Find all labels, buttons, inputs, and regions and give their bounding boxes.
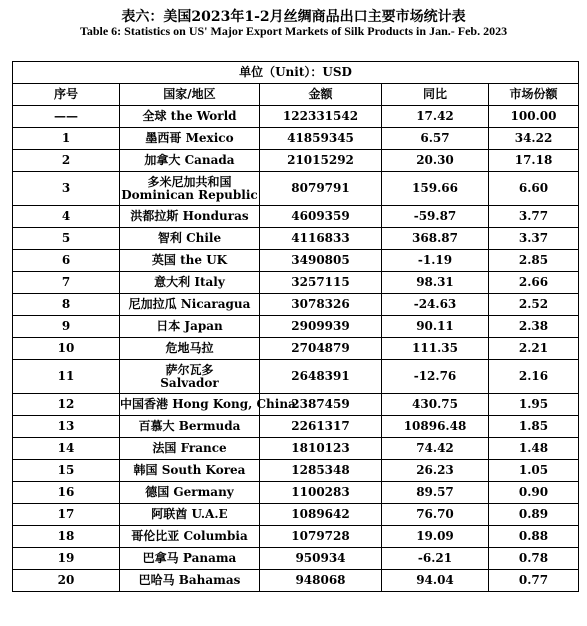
row-index: 14	[13, 438, 120, 460]
row-year-over-year: 98.31	[382, 272, 489, 294]
table-row	[13, 438, 579, 460]
table-row	[13, 570, 579, 592]
row-index: 2	[13, 150, 120, 172]
country-name-chinese: 韩国	[133, 463, 158, 477]
row-amount: 122331542	[260, 106, 382, 128]
row-year-over-year: 26.23	[382, 460, 489, 482]
row-country	[120, 272, 260, 294]
row-market-share: 2.38	[489, 316, 579, 338]
country-name-chinese: 法国	[152, 441, 177, 455]
row-market-share: 0.90	[489, 482, 579, 504]
row-year-over-year: -24.63	[382, 294, 489, 316]
row-market-share: 2.21	[489, 338, 579, 360]
row-year-over-year: 159.66	[382, 172, 489, 206]
row-index: 13	[13, 416, 120, 438]
table-title-chinese: 表六：美国2023年1-2月丝绸商品出口主要市场统计表	[121, 9, 466, 25]
row-index: 8	[13, 294, 120, 316]
unit-row	[13, 62, 579, 84]
table-row	[13, 150, 579, 172]
row-index: 16	[13, 482, 120, 504]
row-index: 15	[13, 460, 120, 482]
row-country	[120, 394, 296, 416]
row-country	[120, 338, 260, 360]
country-name-chinese: 洪都拉斯	[130, 209, 179, 223]
silk-export-markets-table	[12, 61, 579, 592]
country-name-english: Columbia	[183, 529, 248, 543]
row-market-share: 17.18	[489, 150, 579, 172]
country-name-english: Dominican Republic	[121, 187, 258, 202]
country-name-chinese: 智利	[157, 231, 182, 245]
country-name-english: U.A.E	[191, 507, 228, 521]
row-country	[120, 460, 260, 482]
row-index: 1	[13, 128, 120, 150]
row-index: 11	[13, 360, 120, 394]
row-market-share: 100.00	[489, 106, 579, 128]
row-year-over-year: -6.21	[382, 548, 489, 570]
row-index: 6	[13, 250, 120, 272]
header-market-share: 市场份额	[489, 84, 579, 106]
row-market-share: 0.78	[489, 548, 579, 570]
country-name-english: Germany	[173, 485, 234, 499]
row-amount: 2261317	[260, 416, 382, 438]
country-name-english: South Korea	[161, 463, 246, 477]
country-name-english: Nicaragua	[180, 297, 251, 311]
row-country	[120, 316, 260, 338]
row-index: 19	[13, 548, 120, 570]
table-row	[13, 250, 579, 272]
table-row	[13, 228, 579, 250]
row-amount: 2704879	[260, 338, 382, 360]
country-name-chinese: 阿联酋	[151, 507, 188, 521]
country-name-chinese: 意大利	[154, 275, 191, 289]
row-year-over-year: 19.09	[382, 526, 489, 548]
table-row	[13, 482, 579, 504]
row-market-share: 6.60	[489, 172, 579, 206]
country-name-chinese: 墨西哥	[145, 131, 182, 145]
table-row	[13, 526, 579, 548]
row-market-share: 2.52	[489, 294, 579, 316]
table-row	[13, 460, 579, 482]
row-amount: 4116833	[260, 228, 382, 250]
row-country	[120, 228, 260, 250]
row-market-share: 0.88	[489, 526, 579, 548]
row-amount: 3257115	[260, 272, 382, 294]
row-country	[120, 504, 260, 526]
header-country: 国家/地区	[120, 84, 260, 106]
country-name-chinese: 全球	[142, 109, 167, 123]
row-amount: 1100283	[260, 482, 382, 504]
row-market-share: 1.05	[489, 460, 579, 482]
country-name-english: Salvador	[160, 375, 219, 390]
row-year-over-year: 17.42	[382, 106, 489, 128]
country-name-english: Canada	[184, 153, 235, 167]
row-country	[120, 416, 260, 438]
row-index: 9	[13, 316, 120, 338]
row-year-over-year: 6.57	[382, 128, 489, 150]
row-amount: 2387459	[260, 394, 382, 416]
table-row	[13, 338, 579, 360]
header-index: 序号	[13, 84, 120, 106]
country-name-english: Japan	[184, 319, 223, 333]
table-title-english: Table 6: Statistics on US' Major Export Markets of Silk Products in Jan.- Feb. 2023	[79, 24, 508, 38]
row-index: 18	[13, 526, 120, 548]
row-year-over-year: 89.57	[382, 482, 489, 504]
row-market-share: 3.77	[489, 206, 579, 228]
country-name-english: Mexico	[185, 131, 234, 145]
table-row	[13, 394, 579, 416]
row-amount: 8079791	[260, 172, 382, 206]
row-country	[120, 438, 260, 460]
row-year-over-year: 20.30	[382, 150, 489, 172]
row-country	[120, 150, 260, 172]
row-country	[120, 570, 260, 592]
country-name-english: the World	[170, 109, 237, 123]
row-country	[120, 250, 260, 272]
row-amount: 1079728	[260, 526, 382, 548]
row-amount: 2648391	[260, 360, 382, 394]
row-index: 7	[13, 272, 120, 294]
row-index: 4	[13, 206, 120, 228]
row-country	[120, 482, 260, 504]
table-row	[13, 128, 579, 150]
country-name-chinese: 哥伦比亚	[131, 529, 180, 543]
row-market-share: 2.85	[489, 250, 579, 272]
row-amount: 41859345	[260, 128, 382, 150]
header-amount: 金额	[260, 84, 382, 106]
row-market-share: 2.16	[489, 360, 579, 394]
row-year-over-year: -1.19	[382, 250, 489, 272]
header-yoy: 同比	[382, 84, 489, 106]
country-name-english: Panama	[182, 551, 237, 565]
country-name-chinese: 巴拿马	[142, 551, 179, 565]
row-market-share: 1.95	[489, 394, 579, 416]
row-amount: 2909939	[260, 316, 382, 338]
table-row	[13, 504, 579, 526]
row-market-share: 1.48	[489, 438, 579, 460]
country-name-english: Bahamas	[178, 573, 241, 587]
row-index: 20	[13, 570, 120, 592]
row-year-over-year: 74.42	[382, 438, 489, 460]
row-index: 17	[13, 504, 120, 526]
country-name-chinese: 巴哈马	[138, 573, 175, 587]
row-year-over-year: 111.35	[382, 338, 489, 360]
country-name-english: the UK	[180, 253, 228, 267]
row-index: ——	[13, 106, 120, 128]
row-country	[120, 548, 260, 570]
country-name-chinese: 百慕大	[138, 419, 175, 433]
country-name-chinese: 英国	[151, 253, 176, 267]
table-row	[13, 316, 579, 338]
country-name-english: France	[180, 441, 227, 455]
row-amount: 1285348	[260, 460, 382, 482]
row-market-share: 1.85	[489, 416, 579, 438]
table-row	[13, 416, 579, 438]
header-row	[13, 84, 579, 106]
row-amount: 950934	[260, 548, 382, 570]
row-country	[120, 526, 260, 548]
row-amount: 948068	[260, 570, 382, 592]
table-row	[13, 172, 579, 206]
row-year-over-year: 76.70	[382, 504, 489, 526]
country-name-chinese: 危地马拉	[165, 341, 214, 355]
row-year-over-year: -59.87	[382, 206, 489, 228]
row-market-share: 0.89	[489, 504, 579, 526]
country-name-english: Hong Kong, China	[172, 397, 296, 411]
row-year-over-year: 94.04	[382, 570, 489, 592]
country-name-english: Italy	[194, 275, 225, 289]
table-row	[13, 272, 579, 294]
country-name-english: Chile	[186, 231, 222, 245]
row-market-share: 0.77	[489, 570, 579, 592]
row-amount: 3490805	[260, 250, 382, 272]
row-market-share: 34.22	[489, 128, 579, 150]
table-row	[13, 360, 579, 394]
table-row	[13, 106, 579, 128]
country-name-chinese: 德国	[145, 485, 170, 499]
row-country	[120, 128, 260, 150]
row-year-over-year: 430.75	[382, 394, 489, 416]
country-name-chinese: 日本	[156, 319, 181, 333]
row-year-over-year: 90.11	[382, 316, 489, 338]
table-row	[13, 294, 579, 316]
row-year-over-year: 10896.48	[382, 416, 489, 438]
row-country	[120, 172, 260, 206]
row-amount: 1810123	[260, 438, 382, 460]
row-country	[120, 360, 260, 394]
row-amount: 3078326	[260, 294, 382, 316]
country-name-chinese: 加拿大	[144, 153, 181, 167]
row-amount: 1089642	[260, 504, 382, 526]
row-amount: 4609359	[260, 206, 382, 228]
row-country	[120, 206, 260, 228]
row-amount: 21015292	[260, 150, 382, 172]
country-name-english: Honduras	[182, 209, 249, 223]
row-market-share: 3.37	[489, 228, 579, 250]
table-row	[13, 206, 579, 228]
table-row	[13, 548, 579, 570]
country-name-chinese: 萨尔瓦多	[165, 362, 214, 377]
row-market-share: 2.66	[489, 272, 579, 294]
country-name-english: Bermuda	[178, 419, 241, 433]
country-name-chinese: 中国香港	[120, 397, 169, 411]
row-country	[120, 106, 260, 128]
row-index: 3	[13, 172, 120, 206]
country-name-chinese: 尼加拉瓜	[128, 297, 177, 311]
row-index: 12	[13, 394, 120, 416]
row-year-over-year: 368.87	[382, 228, 489, 250]
country-name-chinese: 多米尼加共和国	[147, 174, 232, 189]
row-index: 10	[13, 338, 120, 360]
row-country	[120, 294, 260, 316]
unit-label: 单位（Unit）：USD	[13, 62, 579, 84]
row-index: 5	[13, 228, 120, 250]
row-year-over-year: -12.76	[382, 360, 489, 394]
